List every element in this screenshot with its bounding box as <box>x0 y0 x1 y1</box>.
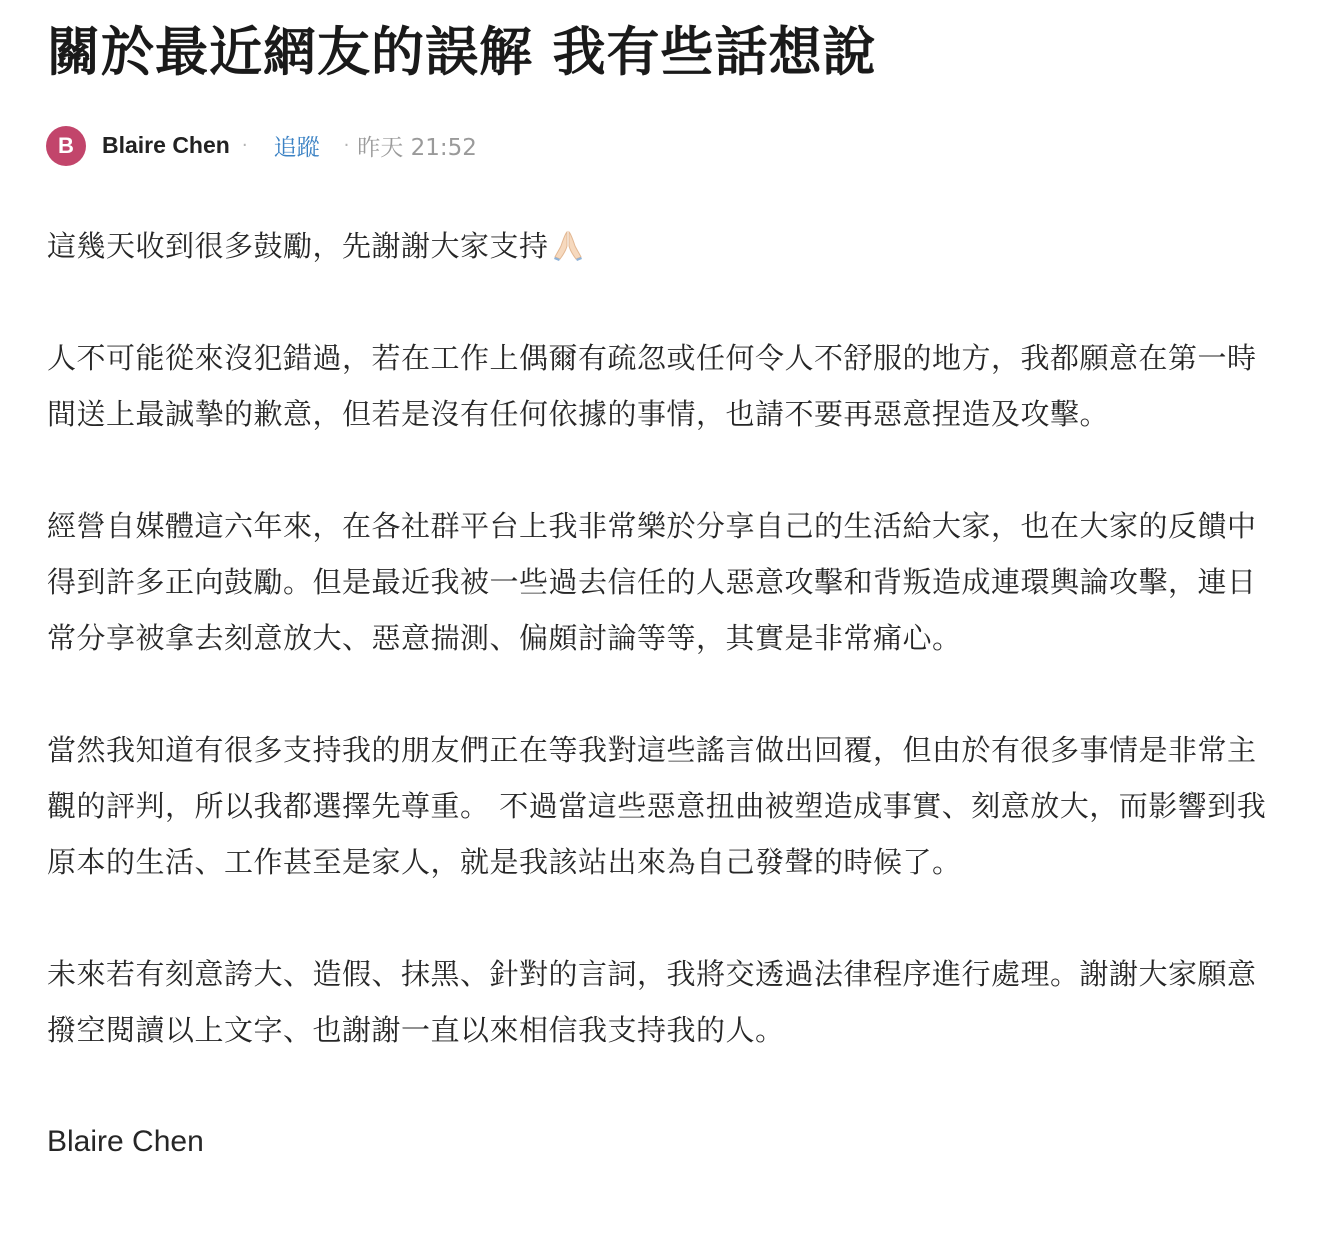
meta-separator: · <box>241 135 248 156</box>
paragraph-5: 未來若有刻意誇大、造假、抹黑、針對的言詞，我將交透過法律程序進行處理。謝謝大家願意撥空閱讀以上文字、也謝謝一直以來相信我支持我的人。 <box>47 957 1257 1047</box>
meta-separator: · <box>343 135 350 156</box>
signature: Blaire Chen <box>47 1125 204 1158</box>
author-name[interactable]: Blaire Chen <box>102 132 230 158</box>
folded-hands-icon <box>551 224 585 258</box>
post-meta <box>46 125 477 166</box>
paragraph-2: 人不可能從來沒犯錯過，若在工作上偶爾有疏忽或任何令人不舒服的地方，我都願意在第一時間送上最誠摯的歉意，但若是沒有任何依據的事情，也請不要再惡意捏造及攻擊。 <box>47 341 1257 431</box>
avatar[interactable]: B <box>46 126 86 166</box>
paragraph-4: 當然我知道有很多支持我的朋友們正在等我對這些謠言做出回覆，但由於有很多事情是非常主觀的評判，所以我都選擇先尊重。 不過當這些惡意扭曲被塑造成事實、刻意放大，而影響到我原本的生活、工作甚至是家人，就是我該站出來為自己發聲的時候了。 <box>47 733 1267 879</box>
paragraph-1-text: 這幾天收到很多鼓勵，先謝謝大家支持 <box>47 229 549 263</box>
paragraph-1 <box>47 218 1282 274</box>
post-title: 關於最近網友的誤解 我有些話想說 <box>47 22 877 83</box>
paragraph-3: 經營自媒體這六年來，在各社群平台上我非常樂於分享自己的生活給大家，也在大家的反饋中得到許多正向鼓勵。但是最近我被一些過去信任的人惡意攻擊和背叛造成連環輿論攻擊，連日常分享被拿去刻意放大、惡意揣測、偏頗討論等等，其實是非常痛心。 <box>47 509 1257 655</box>
follow-button[interactable]: 追蹤 <box>273 135 320 161</box>
post-body <box>47 218 1282 1170</box>
post-timestamp: 昨天 21:52 <box>357 135 477 161</box>
